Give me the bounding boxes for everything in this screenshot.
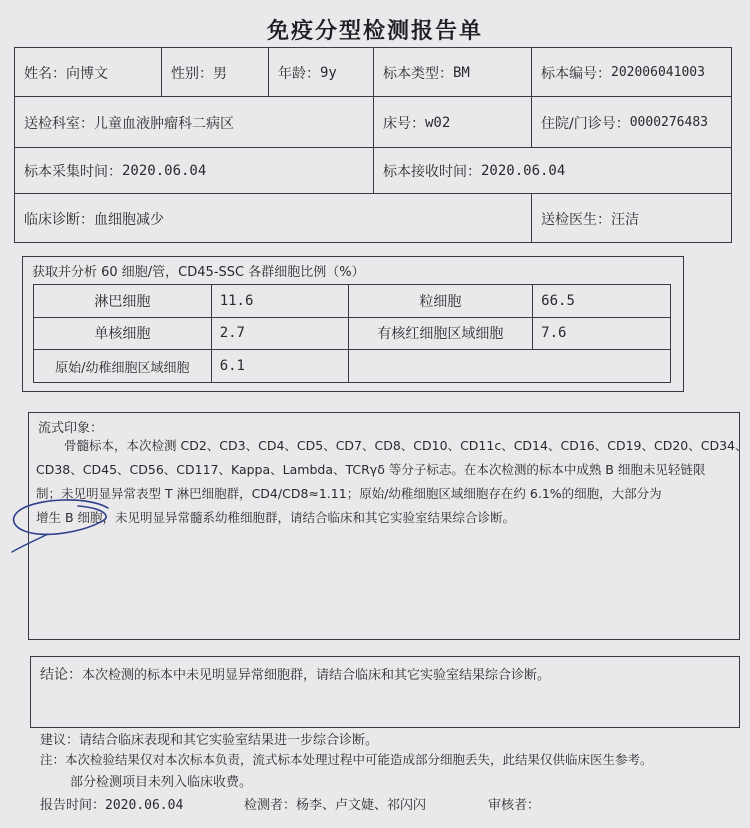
ratio-heading: 获取并分析 60 细胞/管，CD45-SSC 各群细胞比例（%） xyxy=(32,265,365,280)
ratio-value: 66.5 xyxy=(533,285,671,318)
collect-time-cell xyxy=(16,149,373,193)
inpatient-label: 住院/门诊号： xyxy=(541,115,630,132)
patient-sex: 男 xyxy=(213,65,227,82)
ratio-label: 有核红细胞区域细胞 xyxy=(348,317,533,350)
report-title: 免疫分型检测报告单 xyxy=(266,19,483,44)
diagnosis-cell xyxy=(16,195,531,243)
report-time-label: 报告时间： xyxy=(40,798,106,813)
bed-no: w02 xyxy=(425,114,451,131)
collect-time: 2020.06.04 xyxy=(122,163,207,179)
reviewer-line xyxy=(488,794,540,813)
ratio-table xyxy=(33,284,671,383)
age-label: 年龄： xyxy=(278,65,320,82)
reviewer-label: 审核者： xyxy=(488,798,541,813)
table-row xyxy=(34,285,671,318)
inpatient-no: 0000276483 xyxy=(629,115,708,130)
ratio-value: 2.7 xyxy=(211,317,348,350)
bed-label: 床号： xyxy=(383,115,425,132)
note-1: 注：本次检验结果仅对本次标本负责，流式标本处理过程中可能造成部分细胞丢失，此结果仅供临床医生参考。 xyxy=(40,752,653,767)
dept: 儿童血液肿瘤科二病区 xyxy=(94,115,234,132)
flow-line-3: 制；未见明显异常表型 T 淋巴细胞群，CD4/CD8≈1.11；原始/幼稚细胞区域细胞存在约 6.1%的细胞，大部分为 xyxy=(36,486,662,501)
ratio-label: 粒细胞 xyxy=(348,285,533,318)
sample-no-label: 标本编号： xyxy=(541,65,611,82)
name-label: 姓名： xyxy=(24,65,66,82)
flow-heading: 流式印象： xyxy=(38,421,104,436)
diagnosis-label: 临床诊断： xyxy=(24,212,94,228)
dept-label: 送检科室： xyxy=(24,115,94,132)
tester-label: 检测者： xyxy=(244,798,297,813)
sample-no-cell xyxy=(533,49,732,96)
ratio-label: 淋巴细胞 xyxy=(34,285,212,318)
testers: 杨李、卢文婕、祁闪闪 xyxy=(296,798,427,813)
sample-type-label: 标本类型： xyxy=(383,65,453,82)
suggestion: 建议：请结合临床表现和其它实验室结果进一步综合诊断。 xyxy=(40,733,379,748)
receive-time-cell xyxy=(375,149,732,193)
ratio-value: 6.1 xyxy=(211,350,348,383)
ink-circle-mark xyxy=(8,494,118,554)
table-row xyxy=(34,350,671,383)
conclusion-label: 结论： xyxy=(40,667,82,683)
age-cell xyxy=(270,49,373,96)
sample-no: 202006041003 xyxy=(611,65,705,80)
ratio-empty-cell xyxy=(348,350,671,383)
bed-cell xyxy=(375,98,531,147)
inpatient-cell xyxy=(533,98,732,147)
diagnosis: 血细胞减少 xyxy=(94,212,164,228)
name-cell xyxy=(16,49,161,96)
collect-time-label: 标本采集时间： xyxy=(24,164,122,180)
ratio-value: 7.6 xyxy=(533,317,671,350)
receive-time-label: 标本接收时间： xyxy=(383,164,481,180)
tester-line xyxy=(244,794,426,813)
sex-label: 性别： xyxy=(171,65,213,82)
table-row xyxy=(34,317,671,350)
flow-line-1: 骨髓标本，本次检测 CD2、CD3、CD4、CD5、CD7、CD8、CD10、CD11c、CD14、CD16、CD19、CD20、CD34、 xyxy=(64,438,748,453)
receive-time: 2020.06.04 xyxy=(481,163,566,179)
conclusion-text: 本次检测的标本中未见明显异常细胞群，请结合临床和其它实验室结果综合诊断。 xyxy=(82,668,551,683)
ratio-label: 原始/幼稚细胞区域细胞 xyxy=(34,350,212,383)
sex-cell xyxy=(163,49,268,96)
patient-name: 向博文 xyxy=(66,65,108,82)
ratio-value: 11.6 xyxy=(211,285,348,318)
conclusion xyxy=(40,664,550,684)
doctor-label: 送检医生： xyxy=(541,212,611,228)
report-footer-line xyxy=(40,794,183,813)
note-2: 部分检测项目未列入临床收费。 xyxy=(70,775,253,790)
dept-cell xyxy=(16,98,373,147)
sample-type: BM xyxy=(453,64,470,81)
report-time: 2020.06.04 xyxy=(105,798,184,813)
flow-line-4: 增生 B 细胞，未见明显异常髓系幼稚细胞群，请结合临床和其它实验室结果综合诊断。 xyxy=(36,510,516,525)
patient-age: 9y xyxy=(320,64,337,81)
doctor-cell xyxy=(533,195,732,243)
flow-line-2: CD38、CD45、CD56、CD117、Kappa、Lambda、TCRγδ 等分子标志。在本次检测的标本中成熟 B 细胞未见轻链限 xyxy=(36,462,706,477)
doctor: 汪洁 xyxy=(611,212,639,228)
sample-type-cell xyxy=(375,49,531,96)
ratio-label: 单核细胞 xyxy=(34,317,212,350)
